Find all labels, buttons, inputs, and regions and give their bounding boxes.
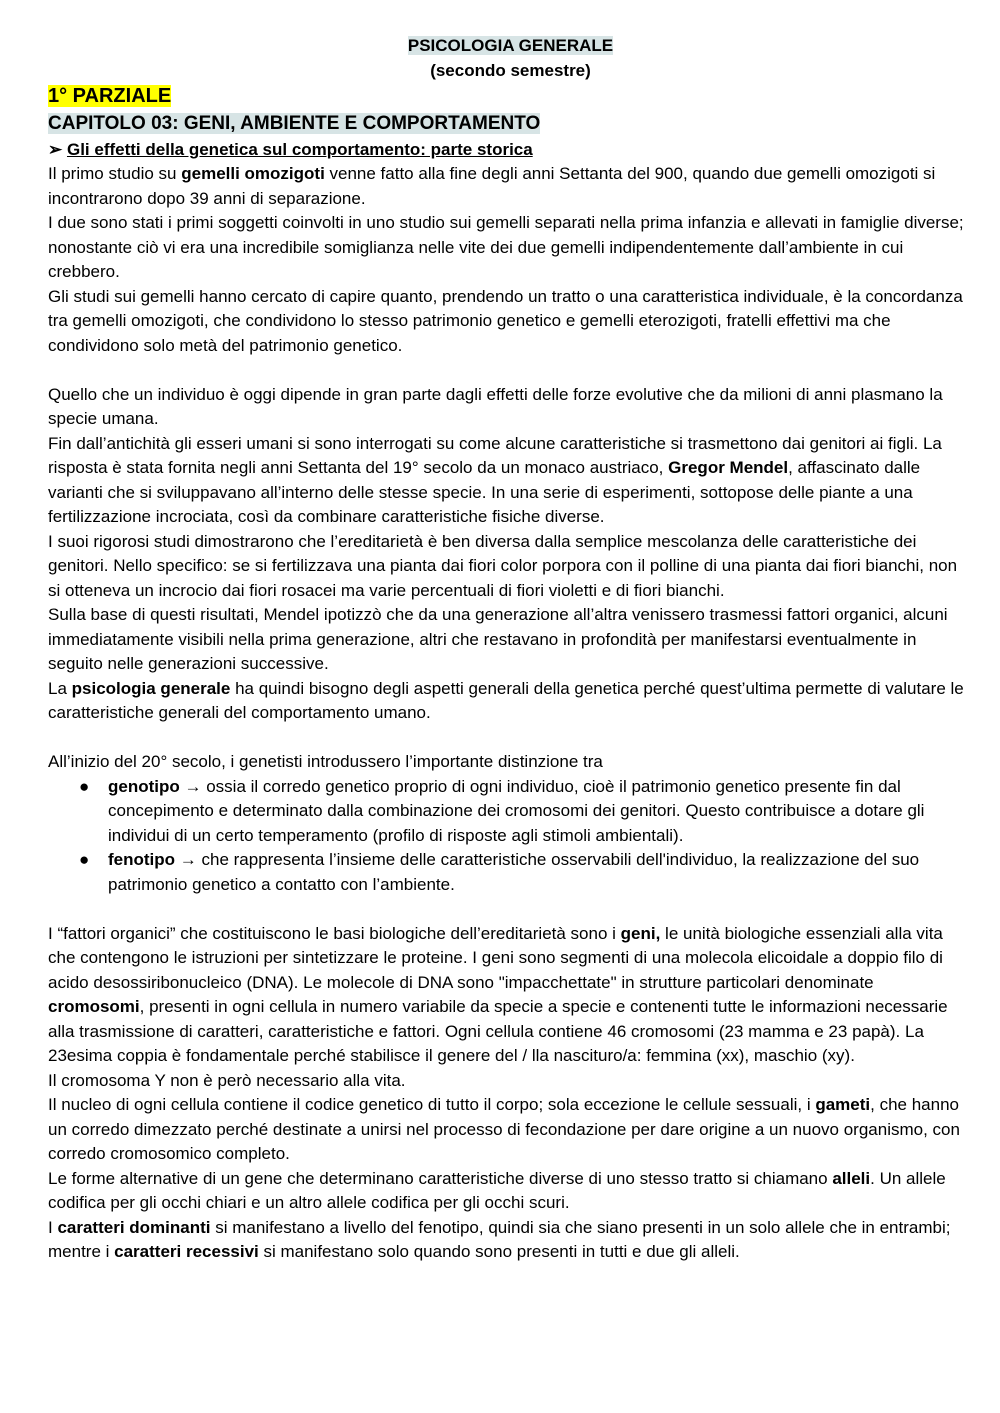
text-run: ha quindi bisogno degli aspetti generali della genetica perché quest’ultima permette di valutare le caratteristiche generali del comportamento umano.: [48, 678, 964, 722]
section-title: Gli effetti della genetica sul comportamento: parte storica: [66, 140, 533, 159]
paragraph-5: [48, 432, 973, 530]
blank-line: [48, 358, 973, 383]
paragraph-12: [48, 1093, 973, 1167]
text-run: La: [48, 678, 72, 698]
section-heading: [48, 137, 973, 162]
paragraph-1: [48, 162, 973, 211]
text-run: → che rappresenta l’insieme delle caratteristiche osservabili dell'individuo, la realizzazione del suo patrimonio genetico a contatto con l’ambiente.: [108, 850, 920, 894]
text-run: , affascinato dalle varianti che si sviluppavano all’interno delle stesse specie. In una serie di esperimenti, sottopose delle piante a una fertilizzazione incrociata, così da combinare caratteristiche fisiche diverse.: [48, 458, 921, 526]
parziale-heading: [48, 83, 973, 110]
bold-term: caratteri recessivi: [114, 1242, 259, 1261]
chapter-heading: [48, 110, 973, 137]
text-run: , presenti in ogni cellula in numero variabile da specie a specie e contenenti tutte le informazioni necessarie alla trasmissione di caratteri, caratteristiche e fattori. Ogni cellula contiene 46 cromosomi (23 mamma e 23 papà). La 23esima coppia è fondamentale perché stabilisce il genere del / lla nascituro/a: femmina (xx), maschio (xy).: [48, 997, 948, 1065]
bold-term: psicologia generale: [71, 678, 231, 698]
bullet-icon: ●: [79, 850, 90, 869]
blank-line: [48, 897, 973, 922]
paragraph-10: [48, 922, 973, 1069]
text-run: Il primo studio su: [48, 164, 182, 183]
text-run: I “fattori organici” che costituiscono le basi biologiche dell’ereditarietà sono i: [48, 923, 621, 943]
text-run: , che hanno un corredo dimezzato perché destinate a unirsi nel processo di fecondazione per dare origine a un nuovo organismo, con corredo cromosomico completo.: [48, 1095, 960, 1163]
text-run: . Un allele codifica per gli occhi chiari e un altro allele codifica per gli occhi scuri.: [48, 1168, 946, 1212]
list-item: [79, 848, 973, 897]
paragraph-4: Quello che un individuo è oggi dipende in gran parte dagli effetti delle forze evolutive che da milioni di anni plasmano la specie umana.: [48, 384, 943, 428]
paragraph-9: All’inizio del 20° secolo, i genetisti introdussero l’importante distinzione tra: [48, 752, 603, 771]
document-title: PSICOLOGIA GENERALE: [407, 36, 614, 55]
text-run: Il nucleo di ogni cellula contiene il codice genetico di tutto il corpo; sola eccezione le cellule sessuali, i: [48, 1095, 816, 1114]
paragraph-8: [48, 677, 973, 726]
bold-term: gameti: [815, 1095, 871, 1114]
text-run: I: [48, 1217, 58, 1237]
paragraph-3: Gli studi sui gemelli hanno cercato di capire quanto, prendendo un tratto o una caratteristica individuale, è la concordanza tra gemelli omozigoti, che condividono lo stesso patrimonio genetico e gemelli eterozigoti, fratelli effettivi ma che condividono solo metà del patrimonio genetico.: [48, 286, 963, 355]
bold-term: caratteri dominanti: [57, 1217, 211, 1237]
text-run: Le forme alternative di un gene che determinano caratteristiche diverse di uno stesso tratto si chiamano: [48, 1168, 833, 1188]
paragraph-2: I due sono stati i primi soggetti coinvolti in uno studio sui gemelli separati nella prima infanzia e allevati in famiglie diverse; nonostante ciò vi era una incredibile somiglianza nelle vite dei due gemelli indipendentemente dall’ambiente in cui crebbero.: [48, 213, 964, 281]
paragraph-14: [48, 1216, 973, 1265]
list-item: [79, 775, 973, 849]
bold-term: alleli: [832, 1168, 871, 1188]
text-run: si manifestano a livello del fenotipo, quindi sia che siano presenti in un solo allele che in entrambi; mentre i: [48, 1217, 951, 1261]
bullet-icon: ●: [79, 776, 90, 796]
paragraph-13: [48, 1167, 973, 1216]
paragraph-11: Il cromosoma Y non è però necessario alla vita.: [48, 1070, 406, 1090]
bold-term: geni,: [620, 923, 661, 943]
text-run: le unità biologiche essenziali alla vita che contengono le istruzioni per sintetizzare le proteine. I geni sono segmenti di una molecola elicoidale a doppio filo di acido desossiribonucleico (DNA). Le molecole di DNA sono "impacchettate" in strutture particolari denominate: [48, 923, 943, 992]
bullet-list: [48, 775, 973, 898]
arrow-bullet-icon: ➢: [48, 140, 63, 159]
bold-term: cromosomi: [48, 997, 140, 1016]
bold-term: genotipo: [108, 776, 180, 796]
text-run: Fin dall’antichità gli esseri umani si sono interrogati su come alcune caratteristiche si trasmettono dai genitori ai figli. La risposta è stata fornita negli anni Settanta del 19° secolo da un monaco austriaco,: [48, 433, 942, 477]
text-run: venne fatto alla fine degli anni Settanta del 900, quando due gemelli omozigoti si incontrarono dopo 39 anni di separazione.: [48, 164, 936, 208]
bold-term: fenotipo: [108, 850, 176, 869]
parziale-label: 1° PARZIALE: [48, 85, 172, 107]
blank-line: [48, 726, 973, 751]
document-title-block: [48, 33, 973, 83]
chapter-title: CAPITOLO 03: GENI, AMBIENTE E COMPORTAMENTO: [48, 113, 541, 134]
paragraph-6: I suoi rigorosi studi dimostrarono che l’ereditarietà è ben diversa dalla semplice mescolanza delle caratteristiche dei genitori. Nello specifico: se si fertilizzava una pianta dai fiori color porpora con il polline di una pianta dai fiori bianchi, non si otteneva un incrocio dai fiori rosacei ma varie percentuali di fiori violetti e di fiori bianchi.: [48, 531, 958, 600]
document-subtitle: (secondo semestre): [430, 61, 591, 80]
bold-term: Gregor Mendel: [668, 458, 789, 477]
paragraph-7: Sulla base di questi risultati, Mendel ipotizzò che da una generazione all’altra venissero trasmessi fattori organici, alcuni immediatamente visibili nella prima generazione, altri che restavano in profondità per manifestarsi eventualmente in seguito nelle generazioni successive.: [48, 605, 948, 673]
text-run: si manifestano solo quando sono presenti in tutti e due gli alleli.: [258, 1242, 740, 1261]
text-run: → ossia il corredo genetico proprio di ogni individuo, cioè il patrimonio genetico presente fin dal concepimento e determinato dalla combinazione dei cromosomi dei genitori. Questo contribuisce a dotare gli individui di un certo temperamento (profilo di risposte agli stimoli ambientali).: [108, 776, 925, 845]
bold-term: gemelli omozigoti: [181, 164, 325, 183]
